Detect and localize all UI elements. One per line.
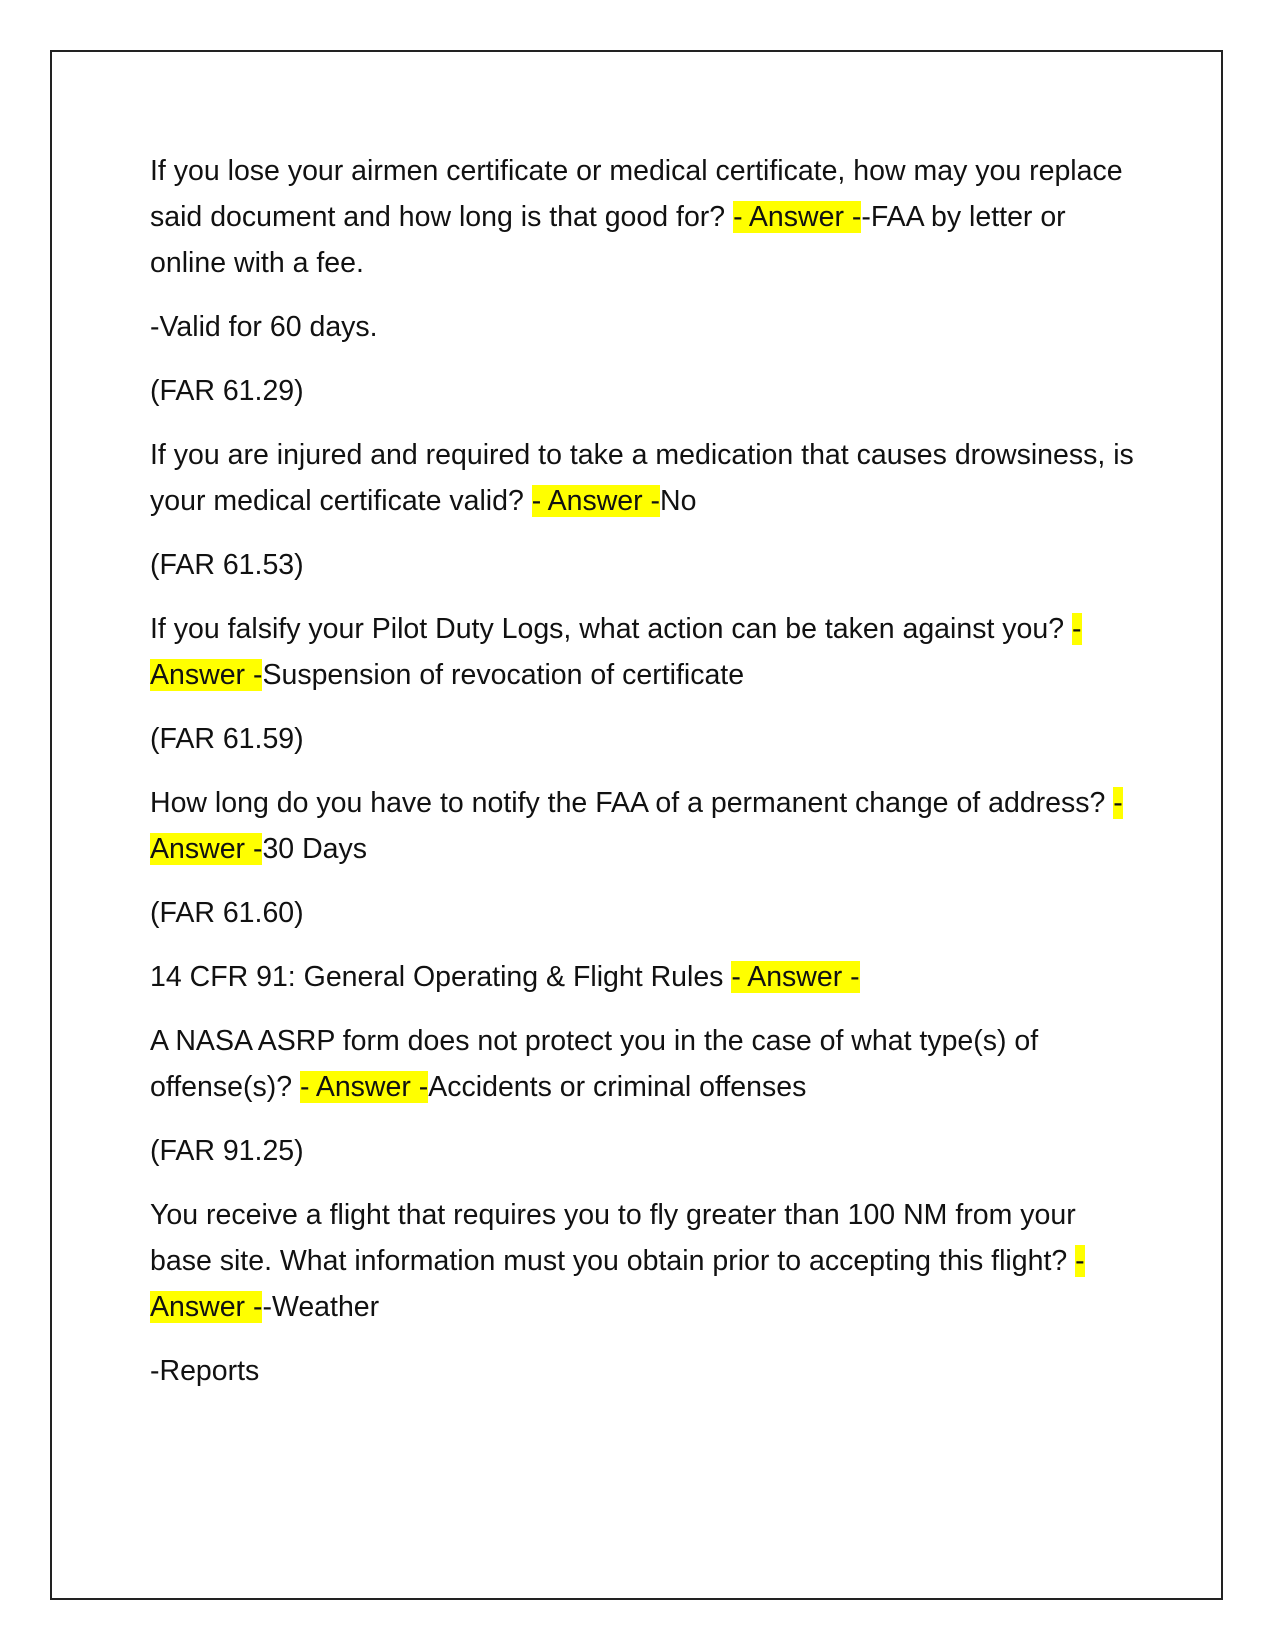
far-reference xyxy=(150,716,1140,762)
paragraph-text: A NASA ASRP form does not protect you in the case of what type(s) of offense(s)? xyxy=(150,1025,1039,1103)
answer-text: 30 Days xyxy=(262,833,368,865)
answer-text: No xyxy=(660,485,697,517)
far-reference xyxy=(150,890,1140,936)
paragraph-text: You receive a flight that requires you to fly greater than 100 NM from your base site. What information must you obtain prior to accepting this flight? xyxy=(150,1199,1076,1277)
paragraph-text: How long do you have to notify the FAA of a permanent change of address? xyxy=(150,787,1114,819)
paragraph-text: (FAR 61.29) xyxy=(150,375,304,407)
answer-text: -FAA by letter or online with a fee. xyxy=(150,201,1066,279)
paragraph-text: -Valid for 60 days. xyxy=(150,311,378,343)
answer-highlight: - Answer - xyxy=(733,201,862,233)
paragraph-text: (FAR 61.60) xyxy=(150,897,304,929)
answer-highlight: - Answer - xyxy=(150,787,1123,865)
paragraph-text: (FAR 91.25) xyxy=(150,1135,304,1167)
paragraph-text: -Reports xyxy=(150,1355,260,1387)
document-body xyxy=(150,148,1140,1412)
paragraph-text: (FAR 61.53) xyxy=(150,549,304,581)
paragraph xyxy=(150,148,1140,286)
paragraph xyxy=(150,606,1140,698)
paragraph xyxy=(150,1348,1140,1394)
paragraph xyxy=(150,780,1140,872)
paragraph xyxy=(150,432,1140,524)
paragraph-text: 14 CFR 91: General Operating & Flight Rules xyxy=(150,961,732,993)
paragraph xyxy=(150,304,1140,350)
answer-text: Accidents or criminal offenses xyxy=(428,1071,807,1103)
paragraph xyxy=(150,1192,1140,1330)
answer-highlight: - Answer - xyxy=(531,485,661,517)
paragraph xyxy=(150,954,1140,1000)
paragraph-text: If you are injured and required to take a medication that causes drowsiness, is your medical certificate valid? xyxy=(150,439,1134,517)
answer-highlight: - Answer - xyxy=(731,961,860,993)
answer-highlight: - Answer - xyxy=(150,613,1082,691)
paragraph-text: If you lose your airmen certificate or medical certificate, how may you replace said document and how long is that good for? xyxy=(150,155,1123,233)
paragraph-text: (FAR 61.59) xyxy=(150,723,304,755)
far-reference xyxy=(150,542,1140,588)
answer-highlight: - Answer - xyxy=(299,1071,429,1103)
far-reference xyxy=(150,368,1140,414)
far-reference xyxy=(150,1128,1140,1174)
answer-text: Suspension of revocation of certificate xyxy=(262,659,745,691)
answer-text: -Weather xyxy=(262,1291,380,1323)
paragraph xyxy=(150,1018,1140,1110)
paragraph-text: If you falsify your Pilot Duty Logs, what action can be taken against you? xyxy=(150,613,1073,645)
answer-highlight: - Answer - xyxy=(150,1245,1085,1323)
